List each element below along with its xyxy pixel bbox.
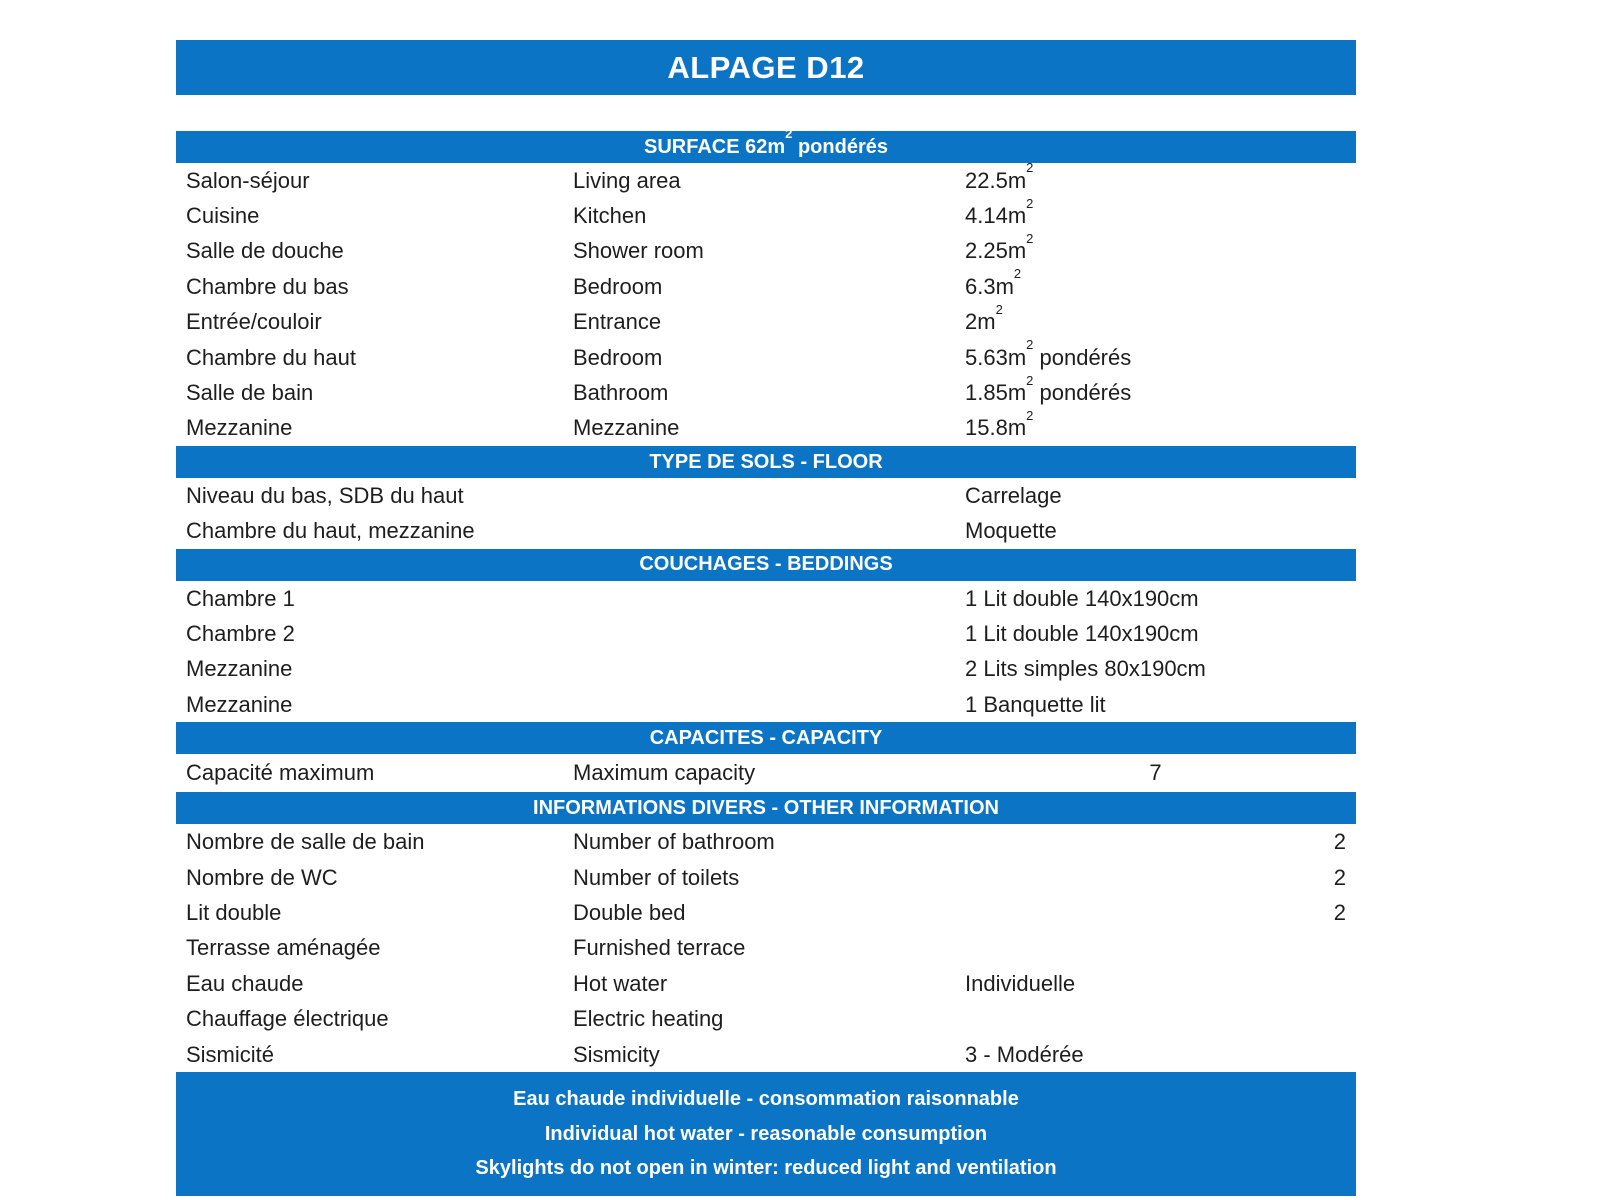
table-row [176,337,1356,375]
superscript-2: 2 [1026,231,1034,246]
floors-header-text: TYPE DE SOLS - FLOOR [649,450,883,473]
table-row [176,895,1356,930]
label-fr: Capacité maximum [186,760,375,786]
superscript-2: 2 [995,301,1003,317]
label-fr: Niveau du bas, SDB du haut [186,482,464,508]
section-header-floors [176,446,1356,478]
label-en: Shower room [573,238,704,264]
table-row [176,754,1356,792]
surface-value: $22.5m^2$ [965,160,1034,193]
label-fr: Cuisine [186,203,260,229]
footer-note: Skylights do not open in winter: reduced light and ventilation [475,1157,1057,1180]
table-row [176,652,1356,687]
label-fr: Mezzanine [186,691,293,717]
section-header-other-info [176,792,1356,824]
table-row [176,372,1356,410]
label-fr: Chambre 2 [186,620,295,646]
table-row [176,478,1356,513]
page-title [176,40,1356,95]
section-header-capacity [176,722,1356,754]
label-en: Hot water [573,970,668,996]
other-value [965,971,1346,997]
table-row [176,301,1356,340]
label-en: Double bed [573,899,686,925]
property-info-sheet [176,40,1356,1196]
label-fr: Chauffage électrique [186,1006,389,1032]
label-en: Bedroom [573,344,663,370]
table-row [176,514,1356,549]
table-row [176,966,1356,1001]
table-row [176,687,1356,722]
footer-note: Individual hot water - reasonable consumption [544,1122,988,1145]
label-fr: Chambre 1 [186,585,295,611]
superscript-2: 2 [1026,160,1034,176]
other-value-right: 2 [1333,899,1346,925]
other-info-header-text: INFORMATIONS DIVERS - OTHER INFORMATION [533,796,999,819]
label-fr: Mezzanine [186,415,293,441]
superscript-2: 2 [1026,407,1034,423]
label-en: Bathroom [573,380,669,406]
bedding-value: 1 Banquette lit [965,691,1106,717]
capacity-header-text: CAPACITES - CAPACITY [649,726,883,749]
label-en: Kitchen [573,203,647,229]
table-row [176,266,1356,304]
label-fr: Terrasse aménagée [186,935,381,961]
surface-value: $15.8m^2$ [965,407,1034,441]
table-row [176,860,1356,895]
label-fr: Chambre du haut, mezzanine [186,518,475,544]
label-en: Number of toilets [573,864,740,890]
label-fr: Salle de bain [186,380,314,406]
label-fr: Nombre de salle de bain [186,829,425,855]
label-fr: Mezzanine [186,656,293,682]
section-header-beddings [176,549,1356,581]
surface-value: $6.3m^2$ [965,266,1022,299]
floor-value: Carrelage [965,482,1062,508]
label-en: Sismicity [573,1041,660,1067]
other-value-mid: 3 - Modérée [965,1041,1084,1067]
table-row [176,195,1356,233]
table-row [176,931,1356,966]
table-row [176,1001,1356,1036]
surface-header-text: SURFACE $62m^2$ pondérés [644,125,888,158]
superscript-2: 2 [1026,195,1034,211]
table-row [176,407,1356,446]
label-en: Maximum capacity [573,760,756,786]
superscript-2: 2 [785,125,793,141]
superscript-2: 2 [1026,337,1034,353]
other-value [965,865,1346,891]
surface-value: $4.14m^2$ [965,195,1034,229]
surface-value: $1.85m^2$ pondérés [965,372,1132,406]
footer-notes-banner [176,1072,1356,1196]
surface-value: $2.25m^2$ [965,231,1034,264]
table-row [176,160,1356,198]
label-fr: Salle de douche [186,238,344,264]
table-row [176,616,1356,651]
label-en: Number of bathroom [573,829,775,855]
label-fr: Entrée/couloir [186,309,322,335]
other-value [965,829,1346,855]
label-en: Furnished terrace [573,935,746,961]
superscript-2: 2 [1026,372,1034,388]
label-en: Electric heating [573,1006,724,1032]
other-value-right: 2 [1333,864,1346,890]
other-value [965,1042,1346,1068]
label-fr: Sismicité [186,1041,275,1067]
label-fr: Lit double [186,899,282,925]
beddings-header-text: COUCHAGES - BEDDINGS [639,553,893,576]
bedding-value: 2 Lits simples 80x190cm [965,656,1206,682]
bedding-value: 1 Lit double 140x190cm [965,620,1199,646]
table-row [176,231,1356,269]
table-row [176,1037,1356,1072]
other-value [965,900,1346,926]
capacity-value: 7 [1149,760,1162,786]
label-en: Entrance [573,309,662,335]
table-row [176,581,1356,616]
label-en: Mezzanine [573,415,680,441]
label-fr: Salon-séjour [186,167,310,193]
superscript-2: 2 [1013,266,1022,282]
bedding-value: 1 Lit double 140x190cm [965,585,1199,611]
other-value-mid: Individuelle [965,970,1076,996]
label-fr: Chambre du bas [186,273,349,299]
surface-value: $5.63m^2$ pondérés [965,337,1132,370]
label-fr: Eau chaude [186,970,304,996]
footer-note: Eau chaude individuelle - consommation raisonnable [513,1088,1019,1111]
other-value-right: 2 [1333,829,1346,855]
label-fr: Chambre du haut [186,344,356,370]
label-en: Living area [573,167,681,193]
section-header-surface [176,125,1356,163]
floor-value: Moquette [965,518,1057,544]
table-row [176,824,1356,859]
page-title-text: ALPAGE D12 [667,49,865,85]
label-en: Bedroom [573,273,663,299]
surface-value: $2m^2$ [965,301,1003,335]
label-fr: Nombre de WC [186,864,338,890]
